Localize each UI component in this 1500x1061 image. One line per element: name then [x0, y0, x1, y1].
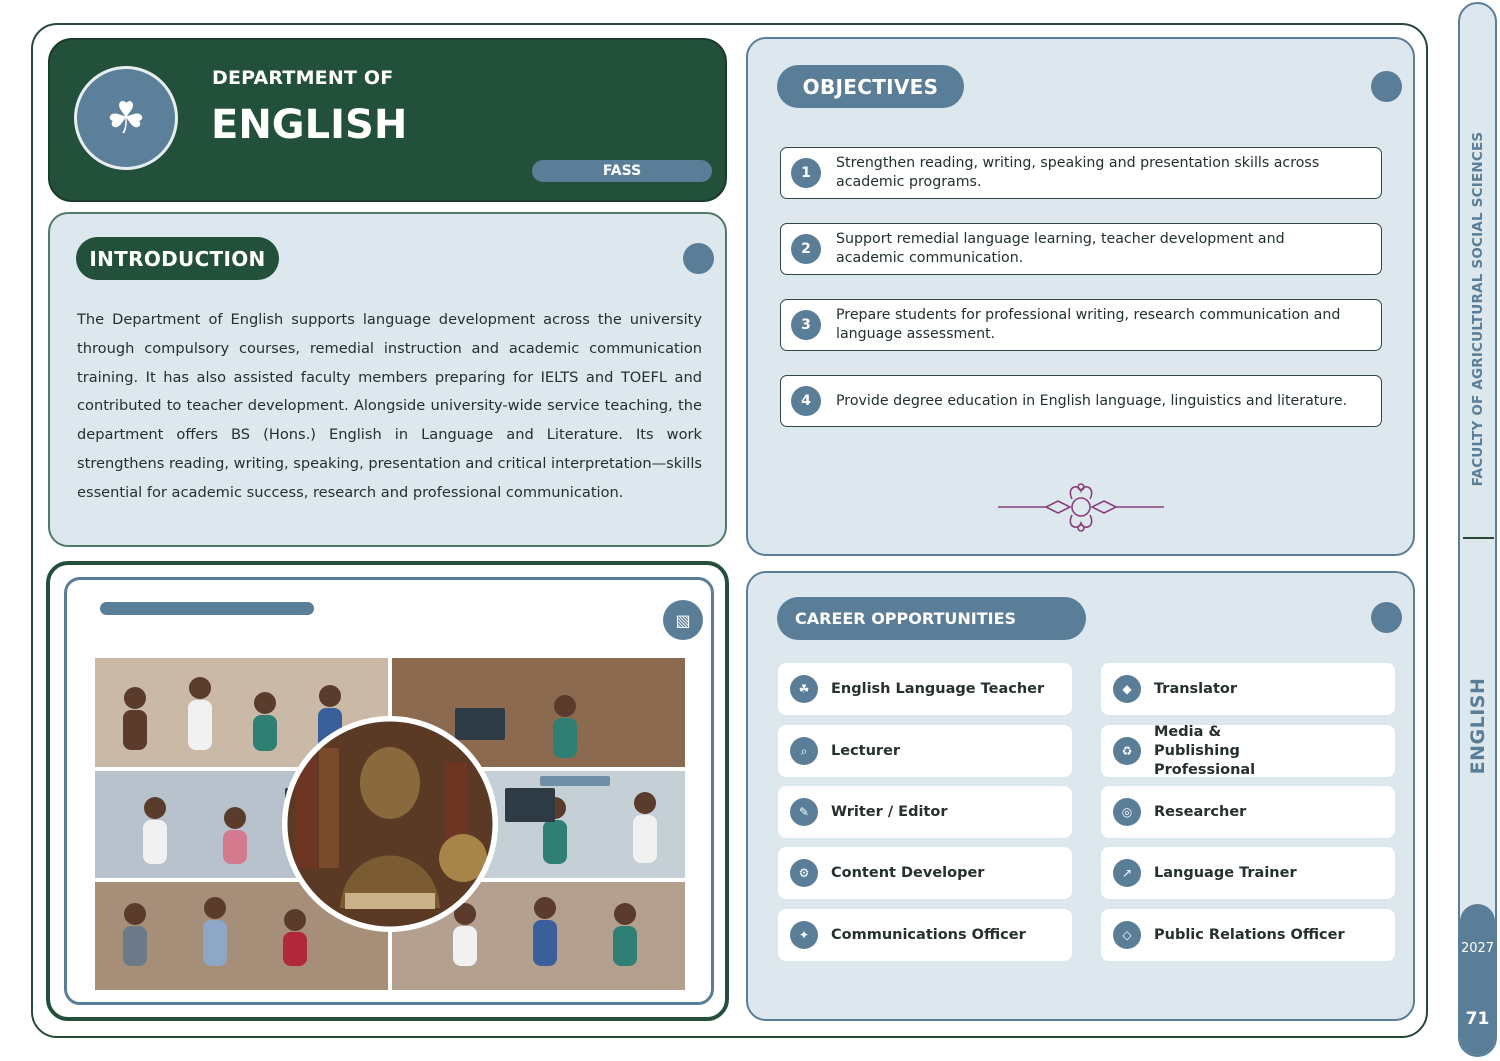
image-grid-icon: ▧: [663, 600, 703, 640]
career-label: Lecturer: [831, 742, 901, 759]
introduction-body: The Department of English supports language development across the university through compulsory courses, remedial instruction and academic communication training. It has also assisted faculty members preparing for IELTS and TOEFL and contributed to teacher development. Alongside university-wide service teaching, the department offers BS (Hons.) English in Language and Literature. Its work strengthens reading, writing, speaking, presentation and critical interpretation—skills essential for academic success, research and professional communication.: [77, 311, 702, 501]
career-icon: ✦: [790, 921, 818, 949]
career-item: [778, 786, 1072, 838]
career-icon: ◆: [1113, 675, 1141, 703]
career-label: Content Developer: [831, 864, 985, 881]
career-icon: ◇: [1113, 921, 1141, 949]
objective-item: [780, 147, 1382, 199]
objective-text: Prepare students for professional writing, research communication and language assessment.: [836, 307, 1341, 342]
faculty-badge: FASS: [532, 160, 712, 182]
side-faculty-label: FACULTY OF AGRICULTURAL SOCIAL SCIENCES: [1469, 131, 1486, 487]
career-label: Media & Publishing Professional: [1154, 723, 1256, 778]
objective-number: 4: [791, 386, 821, 416]
objective-item: [780, 299, 1382, 351]
career-label: English Language Teacher: [831, 680, 1045, 697]
objective-text: Support remedial language learning, teacher development and academic communication.: [836, 231, 1285, 266]
side-footer: [1460, 904, 1495, 1057]
career-item: [778, 725, 1072, 777]
side-department-label: ENGLISH: [1466, 677, 1489, 775]
career-item: [778, 909, 1072, 961]
career-icon: ↗: [1113, 859, 1141, 887]
career-label: Language Trainer: [1154, 864, 1297, 881]
shamrock-icon: ☘: [74, 66, 178, 170]
career-item: [1101, 786, 1395, 838]
career-icon: ◎: [1113, 798, 1141, 826]
career-label: Communications Officer: [831, 926, 1026, 943]
career-icon: ⚙: [790, 859, 818, 887]
career-icon: ☘: [790, 675, 818, 703]
objective-item: [780, 375, 1382, 427]
department-of-label: DEPARTMENT OF: [212, 67, 394, 89]
career-item: [778, 847, 1072, 899]
decorative-dot: [1371, 602, 1402, 633]
objective-number: 3: [791, 310, 821, 340]
career-label: Writer / Editor: [831, 803, 948, 820]
page-number: 71: [1465, 1009, 1490, 1029]
gallery-frame: [46, 561, 729, 1021]
objective-text: Provide degree education in English language, linguistics and literature.: [836, 392, 1348, 409]
career-label: Translator: [1154, 680, 1237, 697]
career-item: [1101, 909, 1395, 961]
introduction-panel: [48, 212, 727, 547]
flourish-ornament-icon: [996, 479, 1166, 535]
decorative-dot: [683, 243, 714, 274]
objective-item: [780, 223, 1382, 275]
career-icon: ♻: [1113, 737, 1141, 765]
career-label: Public Relations Officer: [1154, 926, 1345, 943]
career-icon: ✎: [790, 798, 818, 826]
objective-text: Strengthen reading, writing, speaking and presentation skills across academic programs.: [836, 155, 1320, 190]
career-title: CAREER OPPORTUNITIES: [777, 597, 1086, 640]
career-icon: ⌕: [790, 737, 818, 765]
career-item: [1101, 847, 1395, 899]
photo-collage: [95, 658, 685, 990]
objective-number: 1: [791, 158, 821, 188]
career-panel: [746, 571, 1415, 1021]
objectives-panel: [746, 37, 1415, 556]
career-label: Researcher: [1154, 803, 1247, 820]
career-item: [1101, 663, 1395, 715]
objective-number: 2: [791, 234, 821, 264]
gallery-card: [64, 577, 714, 1005]
objectives-title: OBJECTIVES: [777, 65, 964, 108]
gallery-title-bar: [100, 602, 314, 615]
department-header: [48, 38, 727, 202]
introduction-title: INTRODUCTION: [76, 237, 279, 280]
decorative-dot: [1371, 71, 1402, 102]
career-item: [1101, 725, 1395, 777]
side-divider: [1463, 537, 1494, 539]
side-year: 2027: [1460, 941, 1495, 956]
career-item: [778, 663, 1072, 715]
department-name: ENGLISH: [211, 102, 408, 148]
side-tab: [1458, 2, 1497, 1057]
